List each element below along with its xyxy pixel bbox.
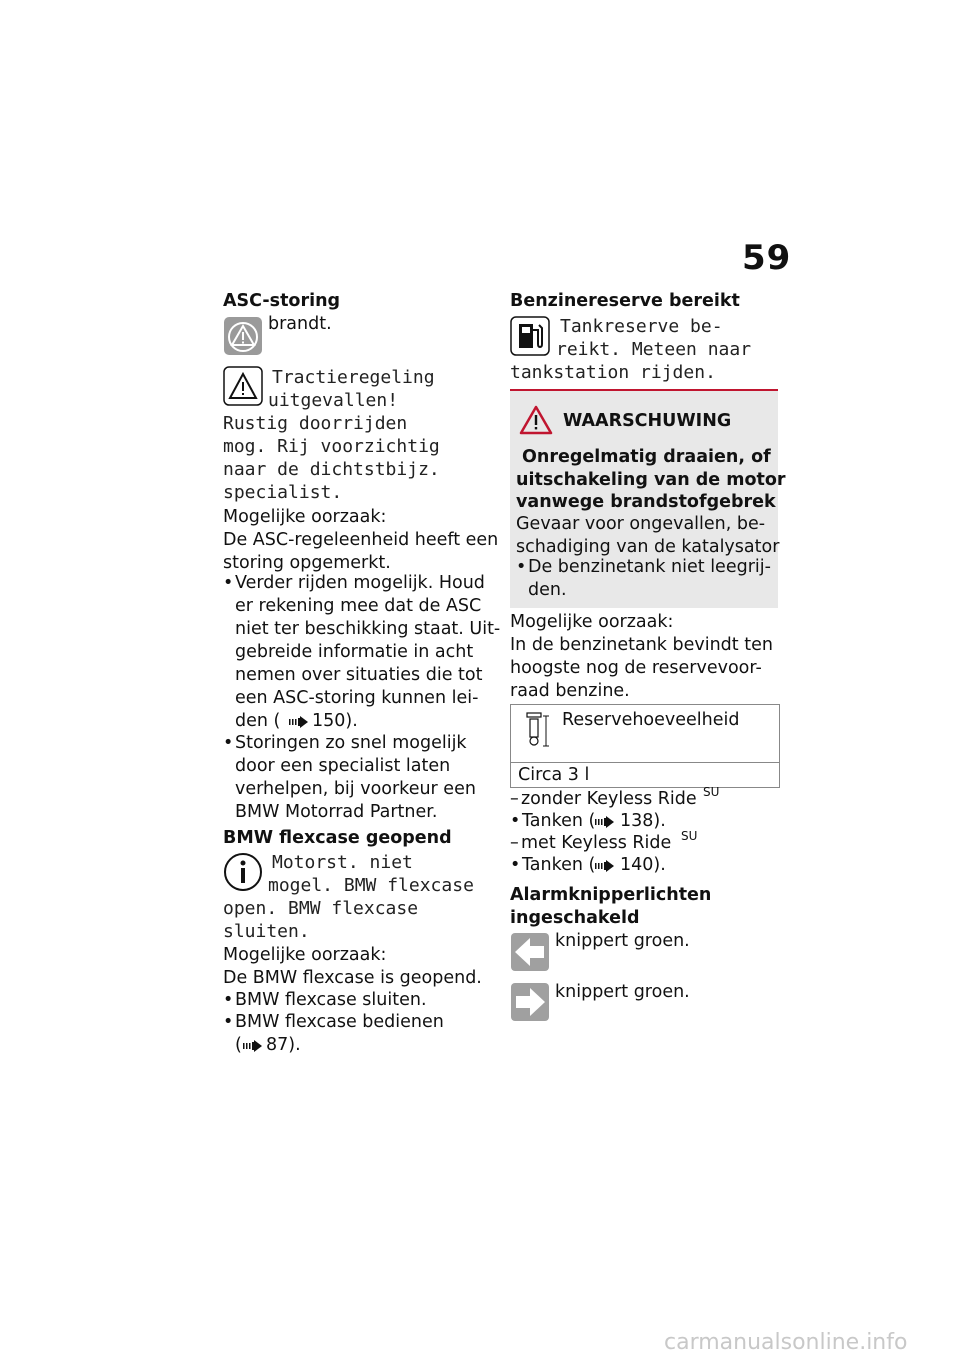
warning-triangle-icon	[223, 366, 263, 406]
page-ref-link[interactable]: 140).	[620, 855, 666, 875]
dash: –	[510, 833, 519, 853]
asc-message-line: mog. Rij voorzichtig	[223, 436, 440, 457]
tank-text: Tanken (	[522, 811, 596, 831]
asc-bullet1-line: gebreide informatie in acht	[235, 642, 474, 662]
info-icon	[223, 852, 263, 892]
fuel-cause-label: Mogelijke oorzaak:	[510, 612, 674, 632]
flexcase-cause-label: Mogelijke oorzaak:	[223, 945, 387, 965]
asc-bullet2-line: Storingen zo snel mogelijk	[235, 733, 467, 753]
with-keyless-text: met Keyless Ride	[521, 833, 672, 853]
bullet-dot: •	[516, 557, 527, 577]
asc-message-line: specialist.	[223, 482, 343, 503]
fuel-cause-text: In de benzinetank bevindt ten	[510, 635, 773, 655]
table-value: Circa 3 l	[518, 765, 590, 785]
bullet-dot: •	[510, 811, 521, 831]
tank-text: Tanken (	[522, 855, 596, 875]
page-ref-arrow-icon	[595, 859, 615, 873]
bullet-dot: •	[223, 733, 234, 753]
asc-message-line: Rustig doorrijden	[223, 413, 408, 434]
flexcase-bullet1: BMW flexcase sluiten.	[235, 990, 427, 1010]
asc-message-line: naar de dichtstbijz.	[223, 459, 440, 480]
asc-bullet1-line: niet ter beschikking staat. Uit-	[235, 619, 501, 639]
fuel-cause-text: hoogste nog de reservevoor-	[510, 658, 762, 678]
table-header: Reservehoeveelheid	[562, 710, 740, 730]
asc-cause-text: storing opgemerkt.	[223, 553, 391, 573]
warning-bullet-line: den.	[528, 580, 567, 600]
warning-bold-line: uitschakeling van de motor	[516, 470, 786, 490]
fuel-message-line: Tankreserve be-	[560, 316, 723, 337]
page-ref-link[interactable]: 150).	[312, 711, 358, 731]
bullet-dot: •	[510, 855, 521, 875]
asc-bullet1-line: den (	[235, 711, 281, 731]
left-indicator-text: knippert groen.	[555, 931, 690, 951]
warning-text-line: schadiging van de katalysator	[516, 537, 780, 557]
asc-bullet2-line: door een specialist laten	[235, 756, 451, 776]
asc-bullet1-line: Verder rijden mogelijk. Houd	[235, 573, 485, 593]
hazard-heading-line: Alarmknipperlichten	[510, 885, 712, 905]
flexcase-message-line: mogel. BMW flexcase	[268, 875, 474, 896]
asc-warning-icon	[223, 316, 263, 356]
warning-bullet-line: De benzinetank niet leegrij-	[528, 557, 771, 577]
asc-message-line: uitgevallen!	[268, 390, 399, 411]
flexcase-bullet2-line: (	[235, 1035, 242, 1055]
asc-bullet1-line: nemen over situaties die tot	[235, 665, 483, 685]
flexcase-heading: BMW flexcase geopend	[223, 828, 452, 848]
asc-cause-label: Mogelijke oorzaak:	[223, 507, 387, 527]
asc-bullet2-line: BMW Motorrad Partner.	[235, 802, 438, 822]
warning-triangle-icon	[519, 405, 553, 435]
watermark: carmanualsonline.info	[664, 1330, 908, 1355]
fuel-level-icon	[524, 710, 554, 750]
asc-bullet2-line: verhelpen, bij voorkeur een	[235, 779, 476, 799]
flexcase-cause-text: De BMW flexcase is geopend.	[223, 968, 482, 988]
flexcase-message-line: open. BMW flexcase	[223, 898, 419, 919]
fuel-pump-icon	[510, 316, 550, 356]
fuel-message-line: reikt. Meteen naar	[556, 339, 752, 360]
right-indicator-text: knippert groen.	[555, 982, 690, 1002]
bullet-dot: •	[223, 573, 234, 593]
fuel-heading: Benzinereserve bereikt	[510, 291, 740, 311]
page-ref-arrow-icon	[289, 715, 309, 729]
asc-message-line: Tractieregeling	[272, 367, 435, 388]
without-keyless-text: zonder Keyless Ride	[521, 789, 697, 809]
asc-heading: ASC-storing	[223, 291, 341, 311]
warning-title: WAARSCHUWING	[563, 411, 732, 431]
page-number: 59	[742, 238, 792, 278]
table-divider	[511, 762, 779, 763]
asc-icon-text: brandt.	[268, 314, 332, 334]
page-ref-link[interactable]: 87).	[266, 1035, 301, 1055]
asc-bullet1-line: er rekening mee dat de ASC	[235, 596, 482, 616]
fuel-message-line: tankstation rijden.	[510, 362, 716, 383]
bullet-dot: •	[223, 990, 234, 1010]
asc-cause-text: De ASC-regeleenheid heeft een	[223, 530, 499, 550]
bullet-dot: •	[223, 1012, 234, 1032]
warning-bold-line: vanwege brandstofgebrek	[516, 492, 776, 512]
hazard-heading-line: ingeschakeld	[510, 908, 640, 928]
asc-bullet1-line: een ASC-storing kunnen lei-	[235, 688, 479, 708]
flexcase-bullet2-line: BMW flexcase bedienen	[235, 1012, 444, 1032]
page-ref-arrow-icon	[243, 1039, 263, 1053]
warning-text-line: Gevaar voor ongevallen, be-	[516, 514, 766, 534]
warning-bold-line: Onregelmatig draaien, of	[522, 447, 771, 467]
su-superscript: SU	[681, 829, 698, 843]
dash: –	[510, 789, 519, 809]
left-arrow-icon	[510, 932, 550, 972]
fuel-cause-text: raad benzine.	[510, 681, 630, 701]
su-superscript: SU	[703, 785, 720, 799]
flexcase-message-line: sluiten.	[223, 921, 310, 942]
page-ref-link[interactable]: 138).	[620, 811, 666, 831]
page-ref-arrow-icon	[595, 815, 615, 829]
flexcase-message-line: Motorst. niet	[272, 852, 413, 873]
right-arrow-icon	[510, 982, 550, 1022]
